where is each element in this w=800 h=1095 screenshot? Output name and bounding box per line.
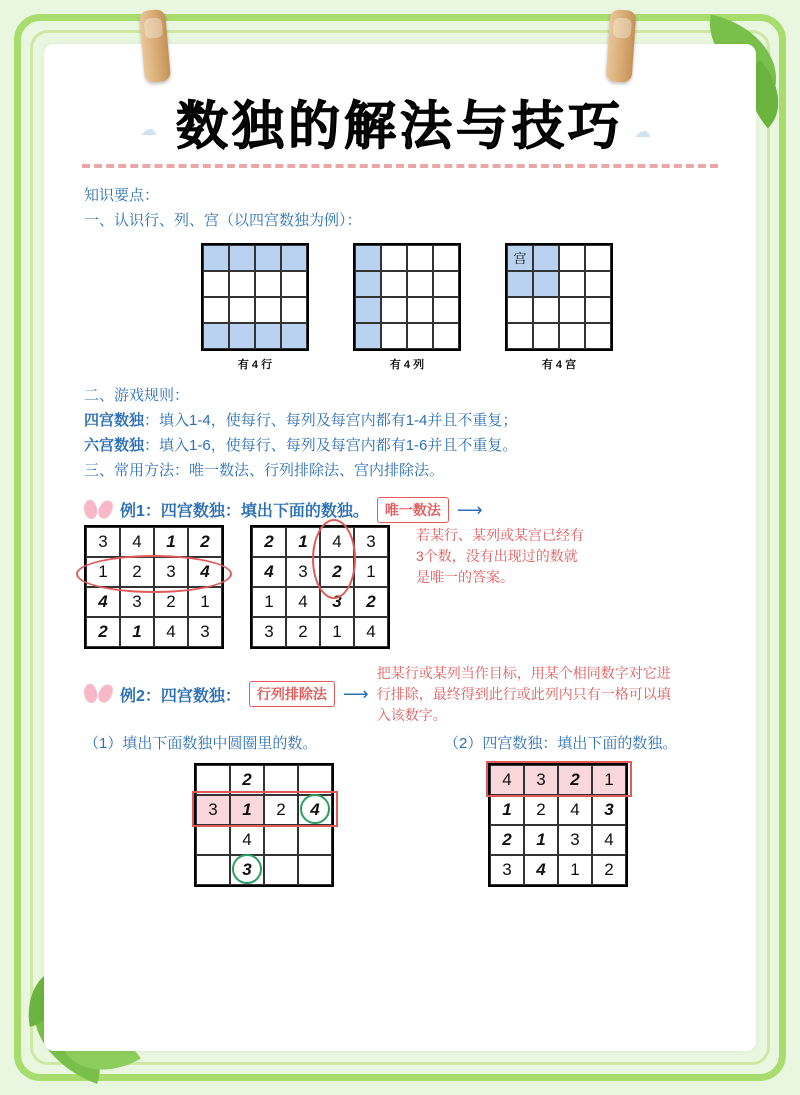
example-1-label: 例1：四宫数独：填出下面的数独。 [120, 503, 369, 520]
example-1-header [84, 497, 730, 523]
boxes-caption: 有 4 宫 [541, 358, 577, 371]
example-1-grid-left-wrap [84, 525, 224, 649]
grid-cell [433, 245, 459, 271]
grid-cell[interactable]: 1 [524, 825, 558, 855]
paper-sheet [44, 44, 756, 1051]
grid-cell[interactable]: 2 [120, 557, 154, 587]
cloud-icon: ☁ [634, 122, 651, 141]
grid-cell[interactable]: 1 [592, 765, 626, 795]
grid-cell[interactable]: 2 [230, 765, 264, 795]
grid-cell [507, 297, 533, 323]
grid-cell[interactable]: 3 [320, 587, 354, 617]
grid-cell [407, 245, 433, 271]
example-2-grid-1[interactable] [194, 763, 334, 887]
grid-cell [229, 245, 255, 271]
grid-cell [381, 271, 407, 297]
arrow-icon: ⟶ [456, 499, 483, 520]
knowledge-points-heading: 知识要点： [84, 187, 160, 204]
grid-cell [533, 323, 559, 349]
grid-cell [255, 271, 281, 297]
example-1-grid-left[interactable] [84, 525, 224, 649]
grid-cell[interactable]: 4 [86, 587, 120, 617]
grid-cell[interactable]: 4 [252, 557, 286, 587]
grid-cell[interactable]: 3 [154, 557, 188, 587]
example-1-note: 若某行、某列或某宫已经有3个数，没有出现过的数就是唯一的答案。 [416, 526, 584, 585]
grid-cell[interactable]: 3 [592, 795, 626, 825]
rule-1 [84, 409, 730, 432]
cols-grid [353, 243, 461, 351]
grid-cell [507, 323, 533, 349]
box-cell-label: 宫 [507, 245, 533, 271]
boxes-grid [505, 243, 613, 351]
example-1-body [84, 525, 730, 649]
grid-cell[interactable]: 4 [524, 855, 558, 885]
example-2-label: 例2：四宫数独： [120, 687, 241, 705]
cols-grid-wrap [353, 243, 461, 372]
grid-cell[interactable]: 4 [592, 825, 626, 855]
grid-cell [407, 297, 433, 323]
grid-cell [533, 271, 559, 297]
grid-cell [559, 245, 585, 271]
grid-cell[interactable]: 3 [188, 617, 222, 647]
grid-cell [203, 323, 229, 349]
grid-cell[interactable]: 4 [354, 617, 388, 647]
grid-cell [433, 297, 459, 323]
rows-grid-wrap [201, 243, 309, 372]
page-title: 数独的解法与技巧 [175, 97, 624, 157]
rule-2-text: ：填入1-6，使每行、每列及每宫内都有1-6并且不重复。 [144, 437, 518, 454]
grid-cell[interactable] [264, 855, 298, 885]
content-body [84, 182, 730, 887]
grid-cell [559, 271, 585, 297]
grid-cell[interactable]: 1 [230, 795, 264, 825]
grid-cell [559, 297, 585, 323]
grid-cell [355, 323, 381, 349]
grid-cell[interactable]: 2 [490, 825, 524, 855]
grid-cell [203, 245, 229, 271]
grid-cell[interactable]: 2 [154, 587, 188, 617]
example-2-grid-2-wrap [488, 763, 628, 887]
grid-cell[interactable]: 4 [230, 825, 264, 855]
grid-cell [229, 271, 255, 297]
grid-cell[interactable]: 3 [286, 557, 320, 587]
grid-cell [255, 297, 281, 323]
grid-cell[interactable]: 4 [320, 527, 354, 557]
example-1-tag: 唯一数法 [377, 497, 449, 523]
grid-cell [433, 271, 459, 297]
grid-cell[interactable]: 1 [286, 527, 320, 557]
grid-cell [433, 323, 459, 349]
grid-cell[interactable]: 4 [490, 765, 524, 795]
grid-cell [355, 271, 381, 297]
grid-cell [355, 245, 381, 271]
grid-cell[interactable]: 1 [558, 855, 592, 885]
butterfly-icon [84, 500, 112, 520]
grid-cell[interactable]: 2 [252, 527, 286, 557]
grid-cell [381, 245, 407, 271]
grid-cell[interactable]: 4 [286, 587, 320, 617]
grid-cell[interactable]: 3 [86, 527, 120, 557]
grid-cell [255, 245, 281, 271]
cloud-icon: ☁ [140, 120, 157, 139]
rule-2 [84, 434, 730, 457]
grid-cell[interactable]: 2 [558, 765, 592, 795]
example-2-grid-2[interactable] [488, 763, 628, 887]
example-2-tag: 行列排除法 [249, 681, 335, 707]
example-2-body [84, 763, 730, 887]
rule-1-name: 四宫数独 [84, 411, 145, 429]
grid-cell[interactable]: 2 [354, 587, 388, 617]
grid-cell [407, 271, 433, 297]
grid-cell[interactable]: 3 [490, 855, 524, 885]
section-3-heading: 三、常用方法：唯一数法、行列排除法、宫内排除法。 [84, 462, 445, 480]
grid-cell [381, 323, 407, 349]
grid-cell[interactable] [196, 855, 230, 885]
paper-clip-icon [606, 9, 637, 83]
grid-cell[interactable]: 1 [120, 617, 154, 647]
grid-cell[interactable]: 2 [592, 855, 626, 885]
example-2-note: 把某行或某列当作目标，用某个相同数字对它进行排除，最终得到此行或此列内只有一格可以填入该数字。 [376, 664, 671, 723]
grid-cell[interactable]: 1 [86, 557, 120, 587]
title-divider [82, 164, 718, 168]
example-1-grid-right[interactable] [250, 525, 390, 649]
grid-cell[interactable]: 1 [188, 587, 222, 617]
grid-cell [585, 245, 611, 271]
example-2-sub-1: （1）填出下面数独中圆圈里的数。 [84, 734, 318, 752]
grid-cell [355, 297, 381, 323]
rows-caption: 有 4 行 [237, 358, 273, 371]
grid-cell[interactable] [264, 765, 298, 795]
grid-cell[interactable] [298, 765, 332, 795]
example-1-grid-right-wrap [250, 525, 390, 649]
section-2-heading: 二、游戏规则： [84, 386, 190, 404]
rule-1-text: ：填入1-4，使每行、每列及每宫内都有1-4并且不重复； [144, 411, 518, 429]
grid-cell[interactable]: 3 [120, 587, 154, 617]
cols-caption: 有 4 列 [389, 358, 425, 371]
grid-cell [255, 323, 281, 349]
grid-cell [407, 323, 433, 349]
grid-cell[interactable] [298, 825, 332, 855]
grid-cell[interactable]: 3 [524, 765, 558, 795]
arrow-icon: ⟶ [342, 684, 369, 704]
grid-cell[interactable]: 4 [120, 527, 154, 557]
rows-grid [201, 243, 309, 351]
grid-cell[interactable] [196, 765, 230, 795]
grid-cell[interactable]: 1 [354, 557, 388, 587]
grid-cell [281, 245, 307, 271]
example-2-sub-2: （2）四宫数独：填出下面的数独。 [444, 734, 678, 752]
concept-grids [84, 243, 730, 372]
grid-cell[interactable]: 4 [298, 795, 332, 825]
grid-cell[interactable]: 4 [558, 795, 592, 825]
grid-cell[interactable]: 2 [86, 617, 120, 647]
grid-cell[interactable] [264, 825, 298, 855]
grid-cell [281, 323, 307, 349]
grid-cell [585, 323, 611, 349]
butterfly-icon [84, 684, 112, 704]
grid-cell[interactable]: 4 [188, 557, 222, 587]
grid-cell [281, 271, 307, 297]
grid-cell [203, 271, 229, 297]
grid-cell [203, 297, 229, 323]
grid-cell [533, 245, 559, 271]
grid-cell [229, 297, 255, 323]
grid-cell[interactable]: 4 [154, 617, 188, 647]
example-2-subheads [84, 726, 730, 753]
grid-cell [229, 323, 255, 349]
example-2-grid-1-wrap [194, 763, 334, 887]
grid-cell[interactable]: 3 [558, 825, 592, 855]
grid-cell[interactable]: 2 [286, 617, 320, 647]
example-2-header [84, 663, 730, 726]
section-1-heading: 一、认识行、列、宫（以四宫数独为例）： [84, 212, 362, 230]
grid-cell[interactable]: 2 [188, 527, 222, 557]
grid-cell[interactable]: 1 [490, 795, 524, 825]
grid-cell [585, 271, 611, 297]
grid-cell[interactable] [196, 825, 230, 855]
grid-cell[interactable]: 2 [320, 557, 354, 587]
grid-cell[interactable]: 3 [196, 795, 230, 825]
grid-cell[interactable] [298, 855, 332, 885]
grid-cell[interactable]: 2 [264, 795, 298, 825]
grid-cell[interactable]: 3 [252, 617, 286, 647]
grid-cell [559, 323, 585, 349]
grid-cell[interactable]: 1 [154, 527, 188, 557]
boxes-grid-wrap [505, 243, 613, 372]
grid-cell[interactable]: 2 [524, 795, 558, 825]
rule-2-name: 六宫数独 [84, 437, 145, 454]
grid-cell[interactable]: 1 [320, 617, 354, 647]
grid-cell[interactable]: 1 [252, 587, 286, 617]
grid-cell [585, 297, 611, 323]
grid-cell [507, 271, 533, 297]
grid-cell [381, 297, 407, 323]
grid-cell [281, 297, 307, 323]
grid-cell[interactable]: 3 [354, 527, 388, 557]
grid-cell [533, 297, 559, 323]
grid-cell[interactable]: 3 [230, 855, 264, 885]
